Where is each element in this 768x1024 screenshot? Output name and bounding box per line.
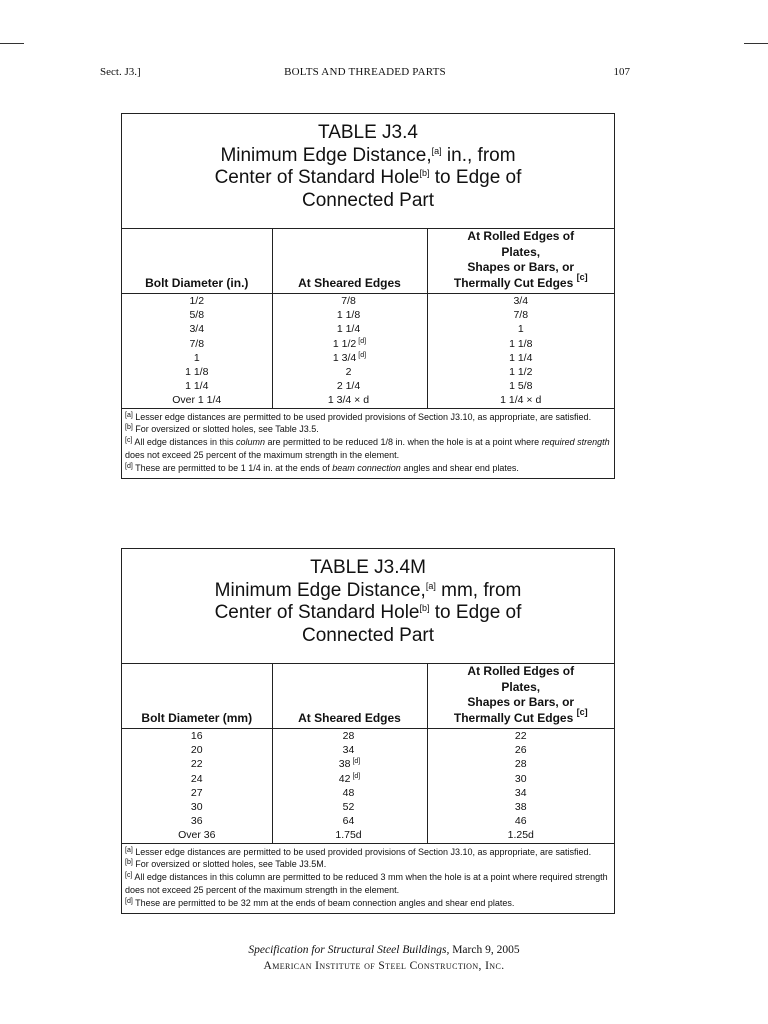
bolt-diameter-cell: 20 [190,744,203,757]
table-j3-4m [121,548,615,914]
note-a: [a] Lesser edge distances are permitted to be used provided provisions of Section J3.10, as appropriate, are satisfied. [125,411,592,422]
sheared-edge-cell: 2 [272,365,427,379]
table-row [122,351,614,365]
footnote-ref: [b] [419,603,430,613]
rolled-edge-cell: 1 [427,322,614,336]
table-row [122,814,614,828]
rolled-edge-cell: 1 1/2 [427,365,614,379]
title-line-1: Minimum Edge Distance,[a] in., from [220,144,516,166]
note-c: [c] All edge distances in this column are permitted to be reduced 3 mm when the hole is at a point where required strength does not exceed 25 percent of the maximum strength in the element. [125,872,608,896]
note-b: [b] For oversized or slotted holes, see Table J3.5. [125,424,319,435]
title-line-2: Center of Standard Hole[b] to Edge of [214,167,522,188]
header-rolled-edges: At Rolled Edges of Plates, Shapes or Bars, or Thermally Cut Edges [c] [427,664,614,729]
running-title: BOLTS AND THREADED PARTS [284,66,446,78]
rolled-edge-cell: 46 [427,814,614,828]
note-d: [d] These are permitted to be 32 mm at the ends of beam connection angles and shear end plates. [125,897,515,908]
footer-spec-line: Specification for Structural Steel Buildings, March 9, 2005 [248,944,520,956]
bolt-diameter-cell: 30 [190,801,203,814]
footnote-ref: [b] [419,168,430,178]
bolt-diameter-cell: 1 [193,351,200,364]
rolled-edge-cell: 3/4 [427,294,614,309]
table-row [122,757,614,771]
table-row [122,729,614,744]
sheared-edge-cell: 7/8 [272,294,427,309]
footnote-ref: [d] [352,772,361,780]
rolled-edge-cell: 26 [427,743,614,757]
table-row [122,379,614,393]
sheared-edge-cell: 1.75d [272,828,427,843]
sheared-edge-cell: 1 1/2 [d] [272,337,427,351]
bolt-diameter-cell: 22 [190,758,203,771]
bolt-diameter-cell: 16 [190,730,203,742]
sheared-edge-cell: 42 [d] [272,772,427,786]
header-rolled-edges: At Rolled Edges of Plates, Shapes or Bars, or Thermally Cut Edges [c] [427,229,614,294]
bolt-diameter-cell: 3/4 [189,323,205,336]
footnote-ref: [d] [352,758,361,766]
note-c: [c] All edge distances in this column are permitted to be reduced 1/8 in. when the hole is at a point where required strength does not exceed 25 percent of the maximum strength in the element. [125,437,610,461]
table-title [122,114,614,229]
sheared-edge-cell: 2 1/4 [272,379,427,393]
rolled-edge-cell: 28 [427,757,614,771]
header-row [122,664,614,729]
bolt-diameter-cell: Over 1 1/4 [122,393,272,408]
crop-mark-right [744,43,768,44]
header-row [122,229,614,294]
bolt-diameter-cell: 1 1/8 [185,366,209,379]
sheared-edge-cell: 34 [272,743,427,757]
table-row [122,322,614,336]
rolled-edge-cell: 1 1/4 × d [427,393,614,408]
bolt-diameter-cell: 1/2 [189,295,205,307]
table-row [122,828,614,843]
header-sheared-edges: At Sheared Edges [272,229,427,294]
table-number: TABLE J3.4 [318,122,418,143]
footnote-ref: [a] [425,580,436,591]
table-notes [122,844,614,913]
bolt-diameter-cell: 36 [190,815,203,828]
page-number: 107 [613,66,630,78]
edge-distance-table-metric [122,664,614,844]
header-bolt-diameter: Bolt Diameter (in.) [145,275,249,290]
bolt-diameter-cell: 24 [190,772,203,785]
table-number: TABLE J3.4M [310,557,426,578]
sheared-edge-cell: 48 [272,786,427,800]
rolled-edge-cell: 1 5/8 [427,379,614,393]
rolled-edge-cell: 34 [427,786,614,800]
rolled-edge-cell: 1.25d [427,828,614,843]
table-row [122,786,614,800]
bolt-diameter-cell: 1 1/4 [185,380,209,393]
table-row [122,393,614,408]
table-title [122,549,614,664]
footnote-ref: [d] [358,337,367,345]
note-d: [d] These are permitted to be 1 1/4 in. at the ends of beam connection angles and shear end plates. [125,462,519,473]
sheared-edge-cell: 64 [272,814,427,828]
table-notes [122,409,614,478]
table-row [122,772,614,786]
table-row [122,337,614,351]
footer-publisher: American Institute of Steel Construction, Inc. [263,960,505,972]
rolled-edge-cell: 7/8 [427,308,614,322]
footnote-ref: [d] [358,351,367,359]
rolled-edge-cell: 1 1/4 [427,351,614,365]
page-footer [0,942,768,974]
rolled-edge-cell: 1 1/8 [427,337,614,351]
title-line-3: Connected Part [301,624,435,646]
bolt-diameter-cell: 7/8 [189,337,205,350]
page-header [100,66,630,82]
title-line-3: Connected Part [301,189,435,211]
sheared-edge-cell: 1 3/4 [d] [272,351,427,365]
sheared-edge-cell: 1 3/4 × d [272,393,427,408]
section-label: Sect. J3.] [100,66,141,78]
sheared-edge-cell: 28 [272,729,427,744]
sheared-edge-cell: 38 [d] [272,757,427,771]
edge-distance-table [122,229,614,409]
table-row [122,365,614,379]
note-b: [b] For oversized or slotted holes, see Table J3.5M. [125,859,327,870]
header-sheared-edges: At Sheared Edges [272,664,427,729]
title-line-1: Minimum Edge Distance,[a] mm, from [214,579,522,601]
footnote-ref: [a] [431,145,442,156]
table-row [122,800,614,814]
header-bolt-diameter: Bolt Diameter (mm) [141,710,253,725]
bolt-diameter-cell: 27 [190,786,203,799]
table-row [122,294,614,309]
sheared-edge-cell: 52 [272,800,427,814]
title-line-2: Center of Standard Hole[b] to Edge of [214,602,522,623]
bolt-diameter-cell: Over 36 [122,828,272,843]
rolled-edge-cell: 22 [427,729,614,744]
sheared-edge-cell: 1 1/8 [272,308,427,322]
rolled-edge-cell: 30 [427,772,614,786]
crop-mark-left [0,43,24,44]
sheared-edge-cell: 1 1/4 [272,322,427,336]
bolt-diameter-cell: 5/8 [189,309,205,322]
table-row [122,743,614,757]
table-j3-4 [121,113,615,479]
table-row [122,308,614,322]
rolled-edge-cell: 38 [427,800,614,814]
note-a: [a] Lesser edge distances are permitted to be used provided provisions of Section J3.10, as appropriate, are satisfied. [125,846,592,857]
